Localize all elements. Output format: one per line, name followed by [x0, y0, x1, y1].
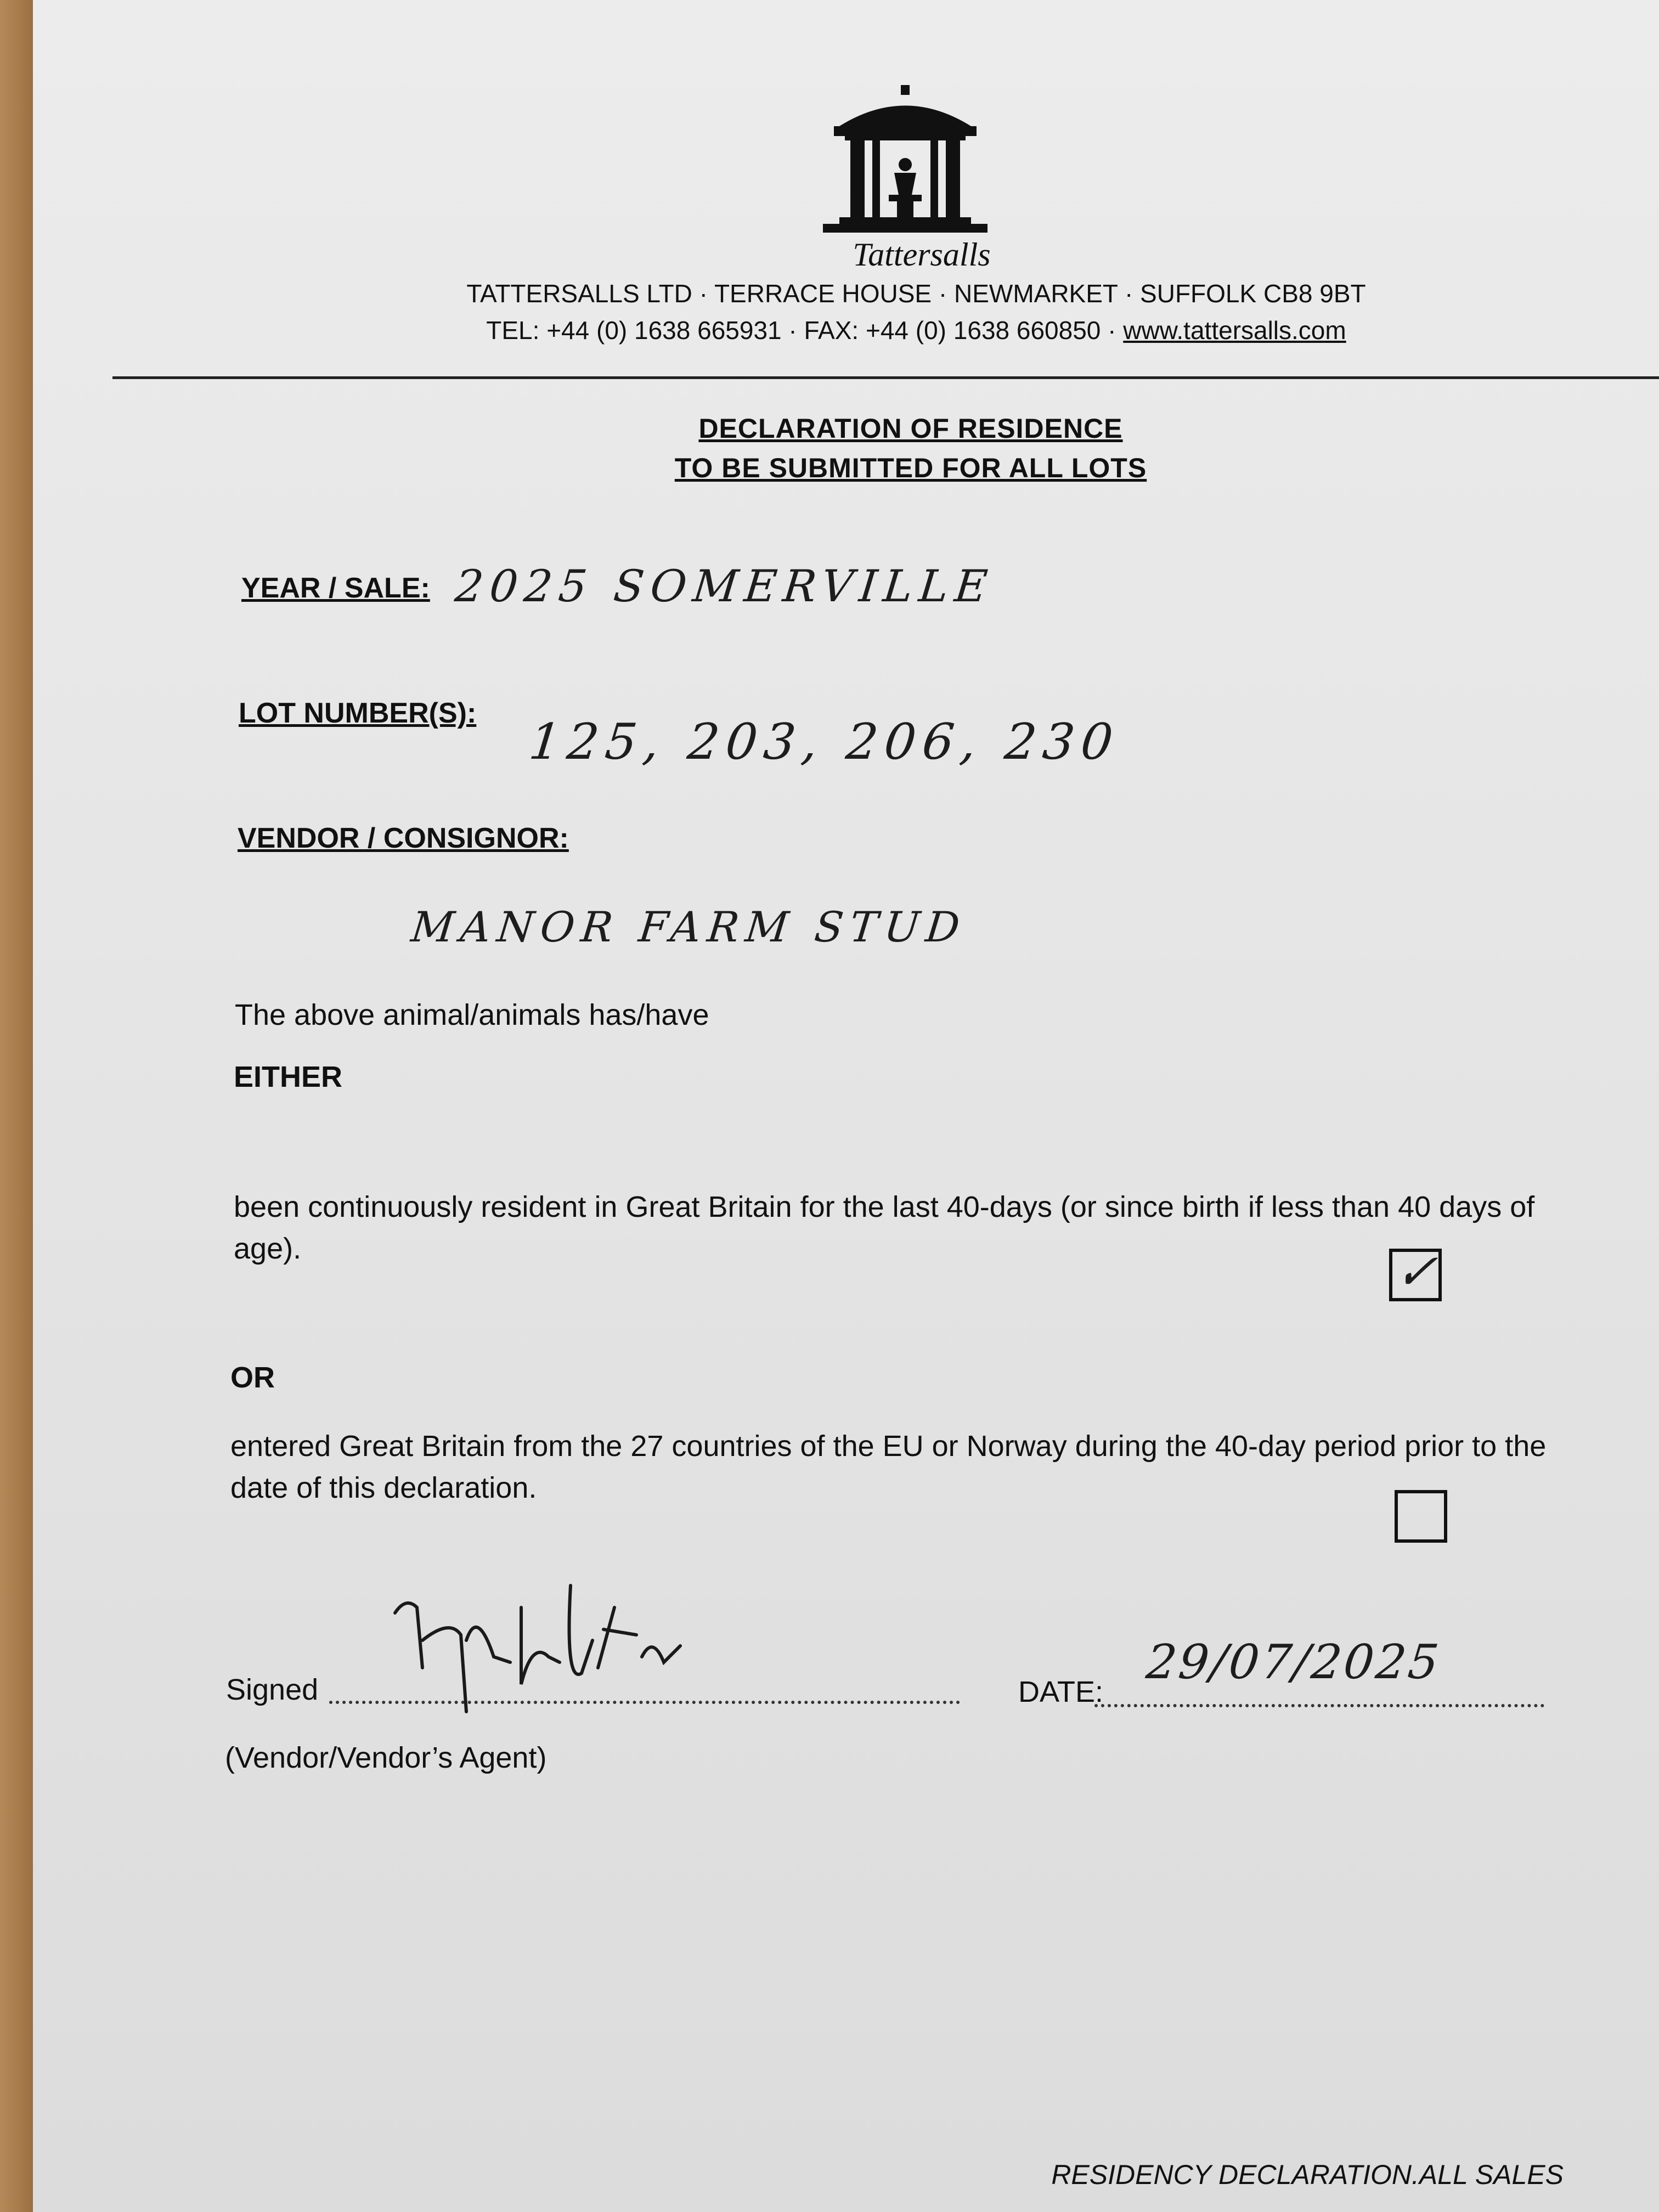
vendor-value[interactable]: MANOR FARM STUD [409, 902, 969, 951]
lot-numbers-value[interactable]: 125, 203, 206, 230 [526, 713, 1122, 771]
tel-fax: TEL: +44 (0) 1638 665931 · FAX: +44 (0) 1638 660850 · [486, 316, 1124, 345]
signature-scribble[interactable] [384, 1575, 779, 1739]
tattersalls-rotunda-logo [817, 82, 993, 236]
option1-checkbox[interactable] [1389, 1243, 1442, 1301]
option2-text: entered Great Britain from the 27 countries of the EU or Norway during the 40-day period prior to the date of this declaration. [230, 1430, 1547, 1504]
lot-numbers-label: LOT NUMBER(S): [239, 697, 477, 729]
vendor-label: VENDOR / CONSIGNOR: [238, 822, 569, 854]
option2-checkbox[interactable] [1395, 1490, 1447, 1543]
check-mark-icon: ✓ [1392, 1243, 1440, 1301]
year-sale-value[interactable]: 2025 SOMERVILLE [453, 561, 997, 612]
year-sale-label: YEAR / SALE: [241, 572, 430, 604]
option1-text: been continuously resident in Great Britain for the last 40-days (or since birth if less than 40 days of age). [234, 1190, 1535, 1265]
header-divider [112, 376, 1659, 379]
company-address: TATTERSALLS LTD · TERRACE HOUSE · NEWMARKET · SUFFOLK CB8 9BT [466, 279, 1366, 308]
date-label: DATE: [1018, 1675, 1104, 1708]
form-title-line1: DECLARATION OF RESIDENCE [698, 413, 1123, 444]
either-heading: EITHER [234, 1060, 343, 1093]
date-value[interactable]: 29/07/2025 [1143, 1635, 1443, 1690]
declaration-intro: The above animal/animals has/have [235, 998, 709, 1031]
website-link[interactable]: www.tattersalls.com [1123, 316, 1346, 345]
vendor-agent-note: (Vendor/Vendor’s Agent) [225, 1741, 547, 1774]
date-line [1094, 1704, 1544, 1707]
footer-form-id: RESIDENCY DECLARATION.ALL SALES [1051, 2159, 1564, 2190]
declaration-form-paper [33, 0, 1659, 2212]
signed-label: Signed [226, 1673, 319, 1706]
form-title-line2: TO BE SUBMITTED FOR ALL LOTS [674, 453, 1147, 483]
contact-line [417, 315, 1415, 345]
brand-name: Tattersalls [853, 236, 991, 273]
or-heading: OR [230, 1361, 275, 1394]
